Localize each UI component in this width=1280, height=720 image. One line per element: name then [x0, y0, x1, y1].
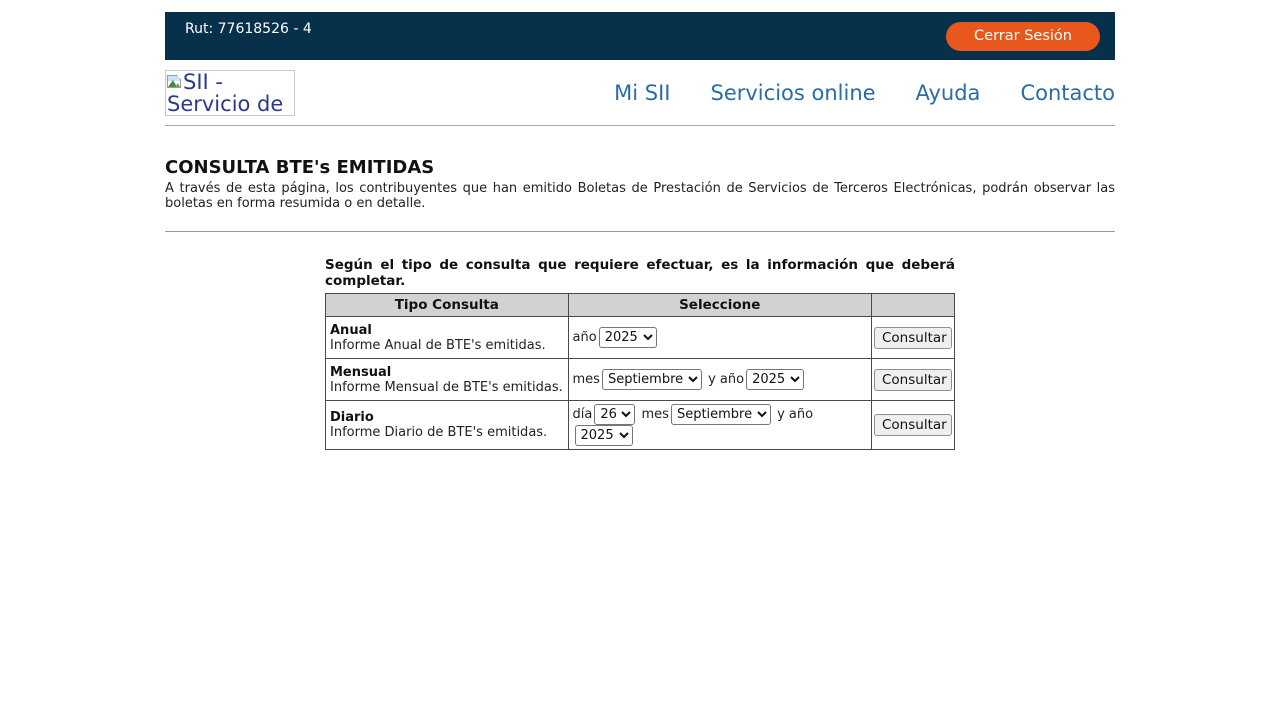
diario-button-cell — [871, 401, 954, 450]
nav-contacto[interactable]: Contacto — [1020, 81, 1115, 105]
mensual-type-cell — [326, 359, 569, 401]
diario-month-select[interactable] — [671, 404, 771, 425]
sii-logo-broken-image[interactable] — [165, 70, 295, 116]
diario-year-select[interactable] — [575, 425, 633, 446]
header-empty — [871, 294, 954, 317]
logo-alt-text: SII - Servicio de — [167, 70, 284, 116]
diario-type-cell — [326, 401, 569, 450]
header-tipo-consulta: Tipo Consulta — [326, 294, 569, 317]
mensual-type-label: Mensual — [330, 364, 392, 380]
mensual-month-label: mes — [572, 372, 600, 387]
nav-mi-sii[interactable]: Mi SII — [614, 81, 671, 105]
header-seleccione: Seleccione — [568, 294, 871, 317]
site-header — [165, 60, 1115, 126]
anual-type-label: Anual — [330, 322, 372, 338]
anual-button-cell — [871, 317, 954, 359]
page-container — [165, 12, 1115, 450]
section-divider — [165, 231, 1115, 232]
mensual-type-description: Informe Mensual de BTE's emitidas. — [330, 379, 563, 395]
anual-year-select[interactable] — [599, 327, 657, 348]
table-row-diario — [326, 401, 955, 450]
main-nav — [614, 81, 1115, 105]
diario-type-description: Informe Diario de BTE's emitidas. — [330, 425, 548, 440]
mensual-month-select[interactable] — [602, 369, 702, 390]
page-description: A través de esta página, los contribuyentes que han emitido Boletas de Prestación de Servicios de Terceros Electrónicas, podrán observar las boletas en forma resumida o en detalle. — [165, 181, 1115, 211]
mensual-button-cell — [871, 359, 954, 401]
table-row-mensual — [326, 359, 955, 401]
diario-year-label: y año — [777, 407, 814, 422]
diario-day-label: día — [572, 407, 593, 422]
anual-type-description: Informe Anual de BTE's emitidas. — [330, 337, 546, 353]
consultar-anual-button[interactable]: Consultar — [874, 327, 952, 349]
instruction-text: Según el tipo de consulta que requiere efectuar, es la información que deberá completar. — [325, 257, 955, 289]
anual-type-cell — [326, 317, 569, 359]
broken-image-icon — [167, 71, 182, 93]
rut-label: Rut: 77618526 - 4 — [185, 21, 312, 37]
nav-ayuda[interactable]: Ayuda — [915, 81, 981, 105]
anual-year-label: año — [572, 330, 597, 345]
mensual-year-select[interactable] — [746, 369, 804, 390]
page-title: CONSULTA BTE's EMITIDAS — [165, 157, 435, 178]
consulta-section — [325, 258, 955, 450]
consulta-table — [325, 293, 955, 450]
diario-month-label: mes — [641, 407, 669, 422]
session-bar — [165, 12, 1115, 60]
anual-select-cell — [568, 317, 871, 359]
diario-type-label: Diario — [330, 410, 374, 425]
diario-select-cell — [568, 401, 871, 450]
table-header-row — [326, 294, 955, 317]
nav-servicios-online[interactable]: Servicios online — [710, 81, 876, 105]
mensual-select-cell — [568, 359, 871, 401]
diario-day-select[interactable] — [594, 404, 635, 425]
consultar-diario-button[interactable]: Consultar — [874, 414, 952, 436]
consultar-mensual-button[interactable]: Consultar — [874, 369, 952, 391]
logout-button[interactable]: Cerrar Sesión — [946, 22, 1100, 51]
mensual-year-label: y año — [708, 372, 745, 387]
table-row-anual — [326, 317, 955, 359]
